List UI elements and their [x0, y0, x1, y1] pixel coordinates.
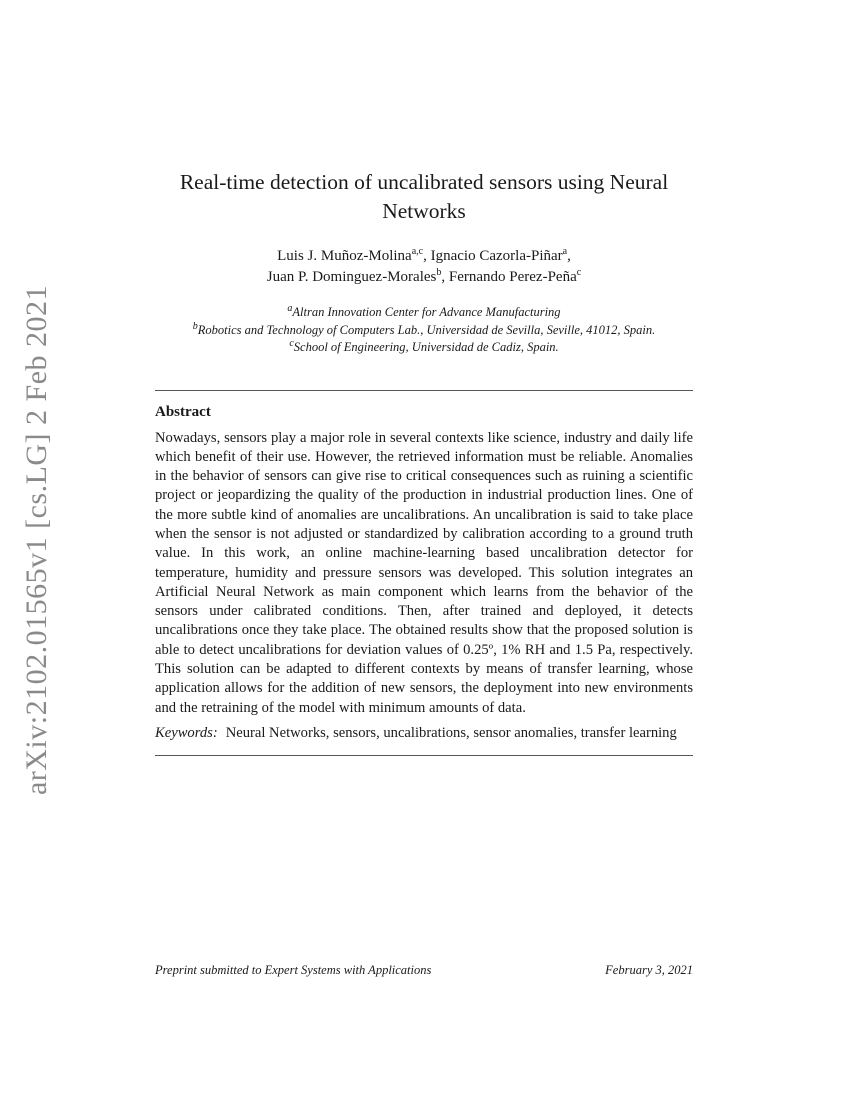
author-affiliation-mark: a,c [411, 246, 424, 257]
author-name: Fernando Perez-Peña [448, 269, 577, 285]
footer-preprint-note: Preprint submitted to Expert Systems with Applications [155, 963, 432, 977]
arxiv-identifier: arXiv:2102.01565v1 [cs.LG] 2 Feb 2021 [20, 284, 54, 796]
affiliation-list [155, 304, 693, 357]
title-line-1: Real-time detection of uncalibrated sensors using Neural [179, 170, 669, 194]
affiliation-mark: c [289, 337, 294, 349]
author-separator: , [441, 269, 449, 285]
keywords-text: Neural Networks, sensors, uncalibrations, sensor anomalies, transfer learning [225, 724, 677, 741]
paper-title [155, 168, 693, 226]
affiliation-mark: a [287, 302, 293, 314]
author-name: Juan P. Dominguez-Morales [266, 269, 437, 285]
author-affiliation-mark: c [576, 267, 582, 278]
affiliation [155, 322, 693, 340]
author-separator: , [423, 248, 431, 264]
footer-date: February 3, 2021 [605, 963, 693, 977]
abstract-body: Nowadays, sensors play a major role in several contexts like science, industry and daily life which benefit of their use. However, the retrieved information must be reliable. Anomalies in the behavior of sensors can give rise to critical consequences such as ruining a scientific project or jeopardizing the quality of the production in industrial production lines. One of the more subtle kind of anomalies are uncalibrations. An uncalibration is said to take place when the sensor is not adjusted or standardized by calibration according to a ground truth value. In this work, an online machine-learning based uncalibration detector for temperature, humidity and pressure sensors was developed. This solution integrates an Artificial Neural Network as main component which learns from the behavior of the sensors under calibrated conditions. Then, after trained and deployed, it detects uncalibrations once they take place. The obtained results show that the proposed solution is able to detect uncalibrations for deviation values of 0.25º, 1% RH and 1.5 Pa, respectively. This solution can be adapted to different contexts by means of transfer learning, whose application allows for the addition of new sensors, the deployment into new environments and the retraining of the model with minimum amounts of data. [155, 429, 693, 716]
author-name: Luis J. Muñoz-Molina [277, 248, 412, 264]
affiliation-text: School of Engineering, Universidad de Cadiz, Spain. [293, 340, 559, 354]
author-list [155, 246, 693, 288]
author-affiliation-mark: b [436, 267, 442, 278]
author-name: Ignacio Cazorla-Piñar [430, 248, 563, 264]
affiliation-mark: b [192, 320, 198, 332]
affiliation-text: Robotics and Technology of Computers Lab., Universidad de Sevilla, Seville, 41012, Spain. [197, 322, 656, 337]
arxiv-side-stamp [14, 284, 60, 796]
abstract-heading: Abstract [155, 403, 211, 420]
author-affiliation-mark: a [562, 246, 568, 257]
abstract-top-rule [155, 390, 693, 391]
page-footer [155, 963, 693, 978]
paper-front-page [155, 168, 693, 756]
keywords-label: Keywords: [155, 724, 218, 741]
keywords [155, 724, 693, 743]
affiliation-text: Altran Innovation Center for Advance Manufacturing [292, 305, 561, 319]
affiliation [155, 304, 693, 322]
abstract-bottom-rule [155, 755, 693, 756]
author-separator: , [567, 248, 571, 264]
title-line-2: Networks [382, 199, 466, 223]
affiliation [155, 339, 693, 357]
